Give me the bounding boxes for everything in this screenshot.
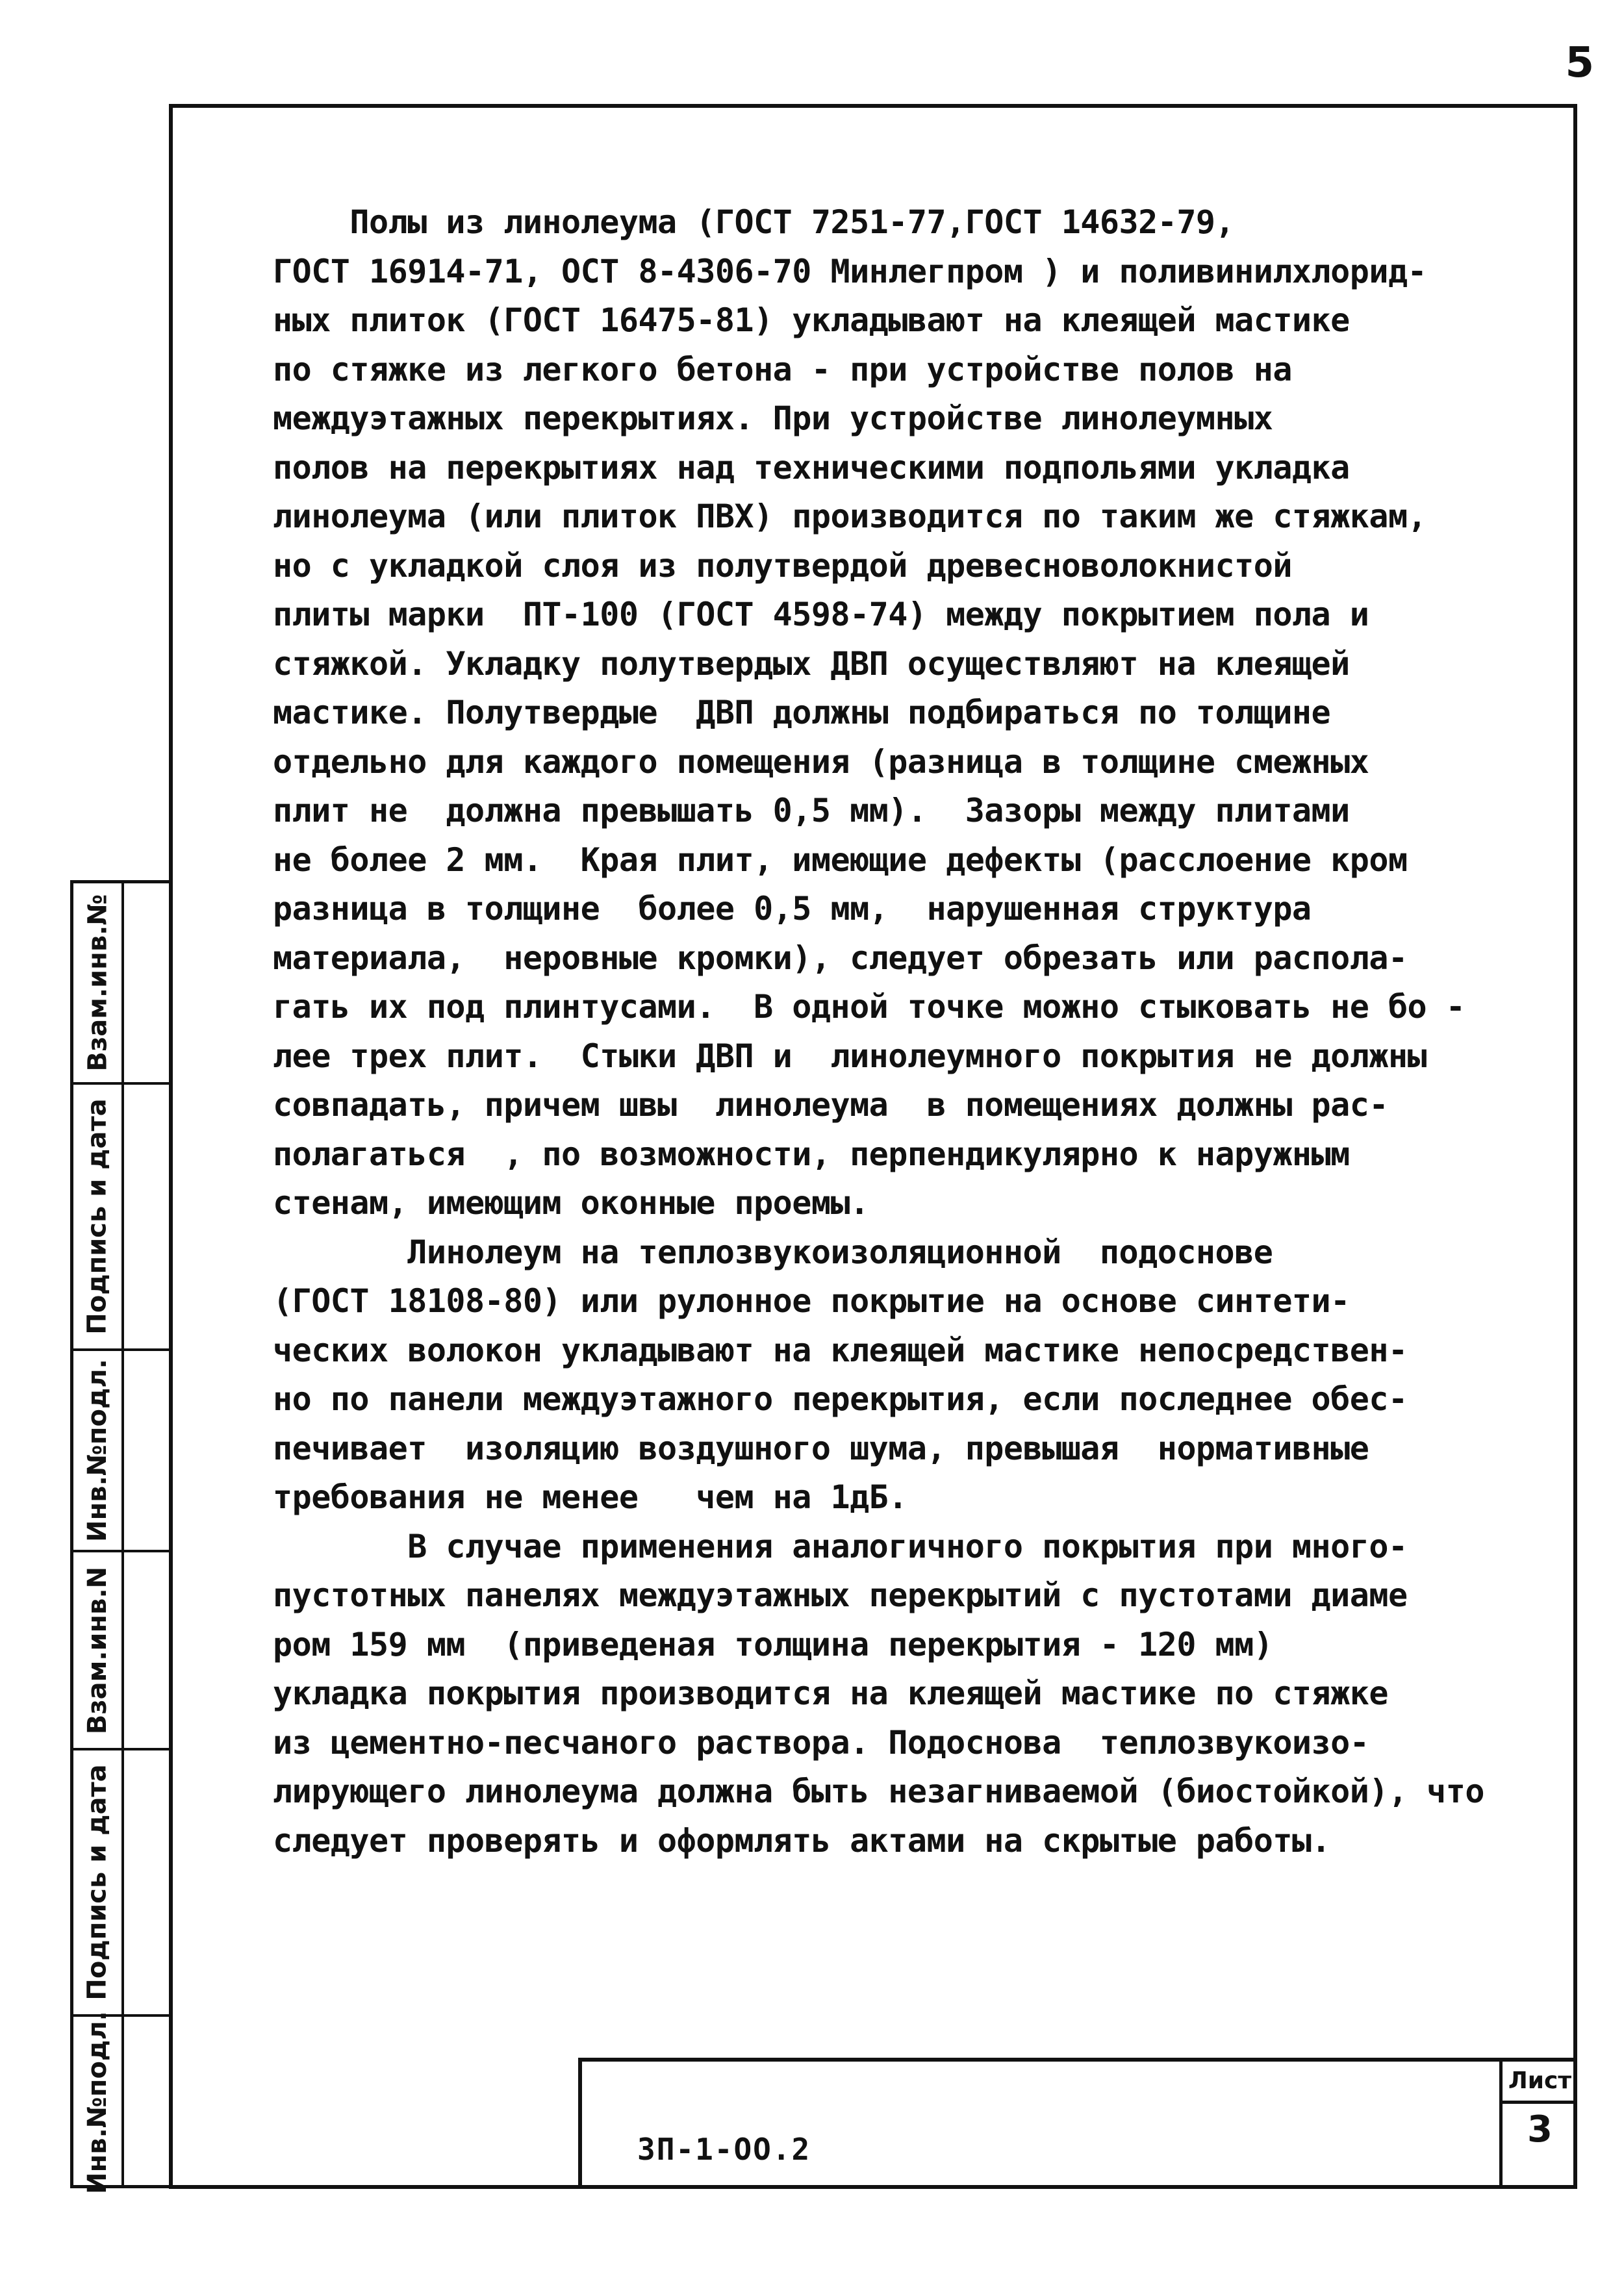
text-line: плит не должна превышать 0,5 мм). Зазоры между плитами [273, 792, 1350, 829]
text-line: плиты марки ПТ-100 (ГОСТ 4598-74) между покрытием пола и [273, 596, 1369, 633]
text-line: печивает изоляцию воздушного шума, превышая нормативные [273, 1429, 1369, 1467]
stamp-blank-cell [124, 1085, 172, 1351]
text-line: пустотных панелях междуэтажных перекрытий с пустотами диаме [273, 1576, 1408, 1614]
text-line: лирующего линолеума должна быть незагниваемой (биостойкой), что [273, 1773, 1484, 1810]
text-line: стенам, имеющим оконные проемы. [273, 1184, 869, 1222]
text-line: разница в толщине более 0,5 мм, нарушенная структура [273, 890, 1312, 928]
text-line: Линолеум на теплозвукоизоляционной подоснове [273, 1233, 1273, 1271]
text-line: междуэтажных перекрытиях. При устройстве линолеумных [273, 399, 1273, 437]
stamp-cell [73, 1552, 121, 1750]
text-line: лее трех плит. Стыки ДВП и линолеумного покрытия не должны [273, 1037, 1427, 1075]
stamp-label: Подпись и дата [82, 1764, 112, 2001]
text-line: следует проверять и оформлять актами на скрытые работы. [273, 1821, 1331, 1860]
text-line: ром 159 мм (приведеная толщина перекрытия - 120 мм) [273, 1625, 1273, 1663]
stamp-blank-cell [124, 883, 172, 1085]
stamp-label: Инв.№подл. [82, 1359, 113, 1542]
text-line: линолеума (или плиток ПВХ) производится по таким же стяжкам, [273, 498, 1427, 535]
text-line: отдельно для каждого помещения (разница в толщине смежных [273, 742, 1369, 781]
stamp-cell [73, 2011, 121, 2194]
text-line: ческих волокон укладывают на клеящей мастике непосредствен- [273, 1331, 1408, 1369]
text-line: укладка покрытия производится на клеящей мастике по стяжке [273, 1674, 1388, 1712]
stamp-blank-cell [124, 1351, 172, 1552]
text-line: по стяжке из легкого бетона - при устройстве полов на [273, 350, 1292, 388]
document-code: ЗП-1-ОО.2 [637, 2132, 811, 2167]
stamp-cell [73, 1351, 121, 1552]
stamp-blank-cell [124, 1552, 172, 1750]
title-block [578, 2058, 1577, 2189]
stamp-cell [73, 1750, 121, 2017]
text-line: ГОСТ 16914-71, ОСТ 8-4306-70 Минлегпром ) и поливинилхлорид- [273, 252, 1427, 290]
stamp-label: Взам.инв.N [82, 1566, 113, 1734]
text-line: но по панели междуэтажного перекрытия, если последнее обес- [273, 1380, 1408, 1418]
sheet-number: 3 [1527, 2108, 1553, 2151]
text-line: ных плиток (ГОСТ 16475-81) укладывают на клеящей мастике [273, 301, 1350, 339]
margin-stamp-strip [70, 880, 169, 2194]
text-line: полов на перекрытиях над техническими подпольями укладка [273, 448, 1350, 486]
text-line: В случае применения аналогичного покрытия при много- [273, 1527, 1408, 1565]
stamp-cell [73, 1085, 121, 1351]
text-line: мастике. Полутвердые ДВП должны подбираться по толщине [273, 694, 1331, 731]
stamp-label: Подпись и дата [82, 1098, 112, 1335]
stamp-cell [73, 883, 121, 1085]
text-line: материала, неровные кромки), следует обрезать или распола- [273, 939, 1408, 977]
sheet-label: Лист [1503, 2062, 1577, 2104]
sheet-box [1499, 2062, 1577, 2189]
text-line: совпадать, причем швы линолеума в помещениях должны рас- [273, 1086, 1388, 1124]
text-line: но с укладкой слоя из полутвердой древесноволокнистой [273, 546, 1292, 585]
text-line: гать их под плинтусами. В одной точке можно стыковать не бо - [273, 988, 1465, 1026]
page-number: 5 [1565, 39, 1594, 87]
text-line: Полы из линолеума (ГОСТ 7251-77,ГОСТ 14632-79, [273, 203, 1235, 241]
stamp-label: Взам.инв.№ [82, 894, 113, 1072]
text-line: требования не менее чем на 1дБ. [273, 1478, 907, 1516]
text-line: стяжкой. Укладку полутвердых ДВП осуществляют на клеящей [273, 644, 1350, 683]
text-line: полагаться , по возможности, перпендикулярно к наружным [273, 1135, 1350, 1173]
text-line: (ГОСТ 18108-80) или рулонное покрытие на основе синтети- [273, 1282, 1350, 1320]
stamp-blank-cell [124, 1750, 172, 2017]
document-body [273, 198, 1520, 1865]
stamp-label: Инв.№подл. [82, 2011, 113, 2194]
text-line: не более 2 мм. Края плит, имеющие дефекты (расслоение кром [273, 840, 1408, 879]
text-line: из цементно-песчаного раствора. Подоснова теплозвукоизо- [273, 1723, 1369, 1762]
